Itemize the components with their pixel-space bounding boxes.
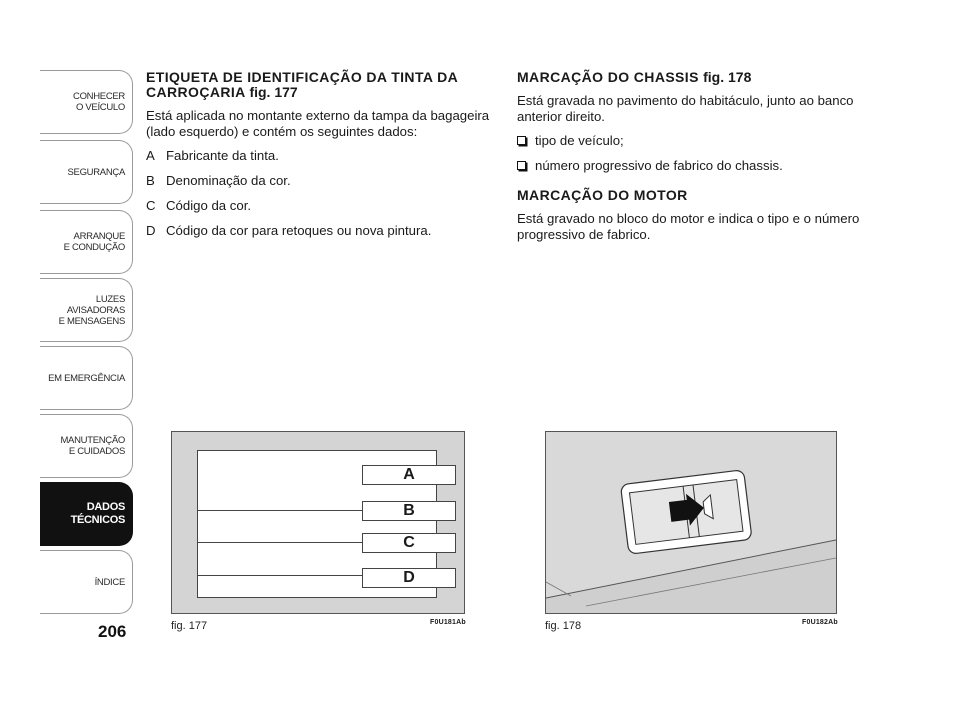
tab-label: ÍNDICE bbox=[94, 576, 125, 588]
tab-label: SEGURANÇA bbox=[67, 166, 125, 178]
label-field-a: A bbox=[362, 465, 456, 485]
tab-label: CONHECER O VEÍCULO bbox=[73, 91, 125, 113]
tab-em-emergencia[interactable] bbox=[40, 346, 133, 410]
paint-label-section bbox=[146, 70, 496, 248]
tab-label: MANUTENÇÃO E CUIDADOS bbox=[60, 435, 125, 457]
tab-conhecer-o-veiculo[interactable] bbox=[40, 70, 133, 134]
item-letter: A bbox=[146, 148, 155, 163]
list-item bbox=[146, 148, 496, 164]
section-heading: MARCAÇÃO DO MOTOR bbox=[517, 187, 688, 203]
label-field-b: B bbox=[362, 501, 456, 521]
list-item bbox=[146, 173, 496, 189]
item-letter: C bbox=[146, 198, 156, 213]
tab-label: LUZES AVISADORAS E MENSAGENS bbox=[58, 293, 125, 327]
section-heading bbox=[517, 70, 867, 85]
tab-seguranca[interactable] bbox=[40, 140, 133, 204]
intro-text: Está aplicada no montante externo da tampa da bagageira (lado esquerdo) e contém os seguintes dados: bbox=[146, 108, 490, 139]
floor-panel bbox=[546, 540, 836, 613]
figure-caption: fig. 178 bbox=[545, 620, 582, 632]
figure-chassis-marking bbox=[545, 431, 837, 614]
figure-code: F0U181Ab bbox=[430, 619, 466, 626]
item-letter: D bbox=[146, 223, 156, 238]
tab-luzes-avisadoras[interactable] bbox=[40, 278, 133, 342]
chassis-illustration bbox=[546, 432, 836, 613]
engine-text: Está gravado no bloco do motor e indica o tipo e o número progressivo de fabrico. bbox=[517, 211, 860, 242]
bullet-item bbox=[517, 133, 867, 149]
page-number: 206 bbox=[98, 622, 127, 641]
item-text: Código da cor para retoques ou nova pintura. bbox=[166, 223, 432, 238]
marking-plate bbox=[620, 470, 752, 555]
tab-label: ARRANQUE E CONDUÇÃO bbox=[63, 231, 125, 253]
checkbox-bullet-icon bbox=[517, 136, 526, 145]
heading-text: ETIQUETA DE IDENTIFICAÇÃO DA TINTA DA CARROÇARIA bbox=[146, 69, 458, 100]
list-item bbox=[146, 198, 496, 214]
bullet-item bbox=[517, 158, 867, 174]
figure-caption: fig. 177 bbox=[171, 620, 208, 632]
tab-manutencao-e-cuidados[interactable] bbox=[40, 414, 133, 478]
figure-reference: fig. 177 bbox=[249, 84, 298, 100]
bullet-text: tipo de veículo; bbox=[535, 133, 624, 148]
item-letter: B bbox=[146, 173, 155, 188]
label-field-d: D bbox=[362, 568, 456, 588]
heading-text: MARCAÇÃO DO CHASSIS bbox=[517, 69, 699, 85]
figure-reference: fig. 178 bbox=[703, 69, 752, 85]
chassis-engine-section bbox=[517, 70, 867, 251]
floor-line bbox=[546, 582, 571, 596]
list-item bbox=[146, 223, 496, 239]
tab-label: EM EMERGÊNCIA bbox=[48, 372, 125, 384]
bullet-text: número progressivo de fabrico do chassis. bbox=[535, 158, 783, 173]
figure-code: F0U182Ab bbox=[802, 619, 838, 626]
tab-dados-tecnicos[interactable] bbox=[40, 482, 133, 546]
paint-label-illustration bbox=[197, 450, 437, 598]
item-text: Código da cor. bbox=[166, 198, 252, 213]
tab-label: DADOS TÉCNICOS bbox=[70, 501, 125, 526]
tab-arranque-e-conducao[interactable] bbox=[40, 210, 133, 274]
chassis-text: Está gravada no pavimento do habitáculo, junto ao banco anterior direito. bbox=[517, 93, 854, 124]
item-text: Fabricante da tinta. bbox=[166, 148, 279, 163]
item-text: Denominação da cor. bbox=[166, 173, 291, 188]
figure-paint-label bbox=[171, 431, 465, 614]
section-heading bbox=[146, 70, 496, 100]
tab-indice[interactable] bbox=[40, 550, 133, 614]
label-field-c: C bbox=[362, 533, 456, 553]
checkbox-bullet-icon bbox=[517, 161, 526, 170]
